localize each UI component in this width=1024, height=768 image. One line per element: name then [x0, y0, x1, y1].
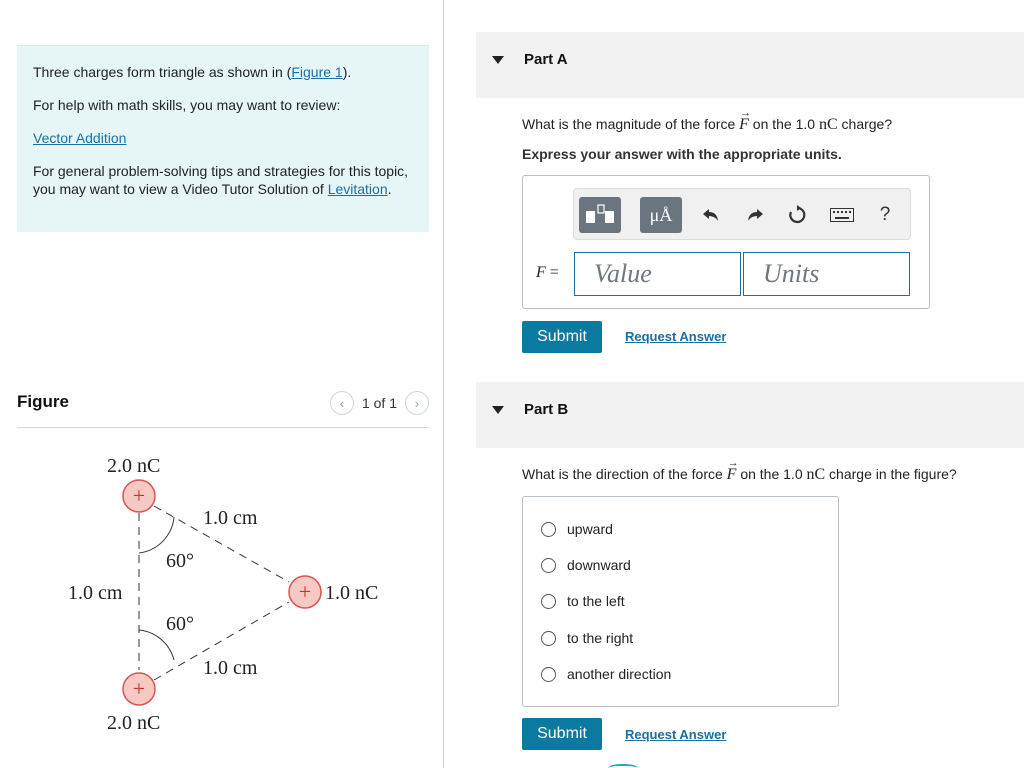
intro-line-3 — [33, 162, 413, 198]
part-b-question-mid: on the 1.0 — [736, 466, 807, 482]
part-a-question-suffix: charge? — [837, 116, 893, 132]
bottom-charge-label: 2.0 nC — [107, 712, 161, 734]
top-charge — [123, 480, 155, 512]
part-a-question — [522, 107, 893, 134]
part-a-header[interactable] — [476, 32, 1024, 98]
top-charge-label: 2.0 nC — [107, 455, 161, 477]
redo-icon[interactable] — [742, 202, 768, 228]
figure-header — [17, 390, 429, 428]
value-input[interactable] — [574, 252, 741, 296]
choice-right[interactable] — [541, 628, 633, 648]
force-vector-symbol — [726, 457, 739, 483]
intro-line-1-suffix: ). — [342, 64, 352, 80]
vector-arrow-icon: → — [727, 457, 739, 469]
chevron-right-icon[interactable]: › — [405, 391, 429, 415]
units-input[interactable] — [743, 252, 910, 296]
math-toolbar — [573, 188, 911, 240]
radio-button[interactable] — [541, 631, 556, 646]
intro-line-1-prefix: Three charges form triangle as shown in ( — [33, 64, 292, 80]
part-a-title: Part A — [524, 51, 568, 68]
intro-box — [17, 45, 429, 232]
choice-label: upward — [567, 521, 613, 537]
choice-left[interactable] — [541, 591, 625, 611]
intro-line-1 — [33, 63, 413, 81]
choice-upward[interactable] — [541, 519, 613, 539]
left-side-label: 1.0 cm — [68, 582, 123, 604]
part-b-unit: nC — [806, 466, 826, 483]
choice-label: to the left — [567, 593, 625, 609]
units-button[interactable]: μÅ — [640, 197, 682, 233]
part-a-submit-button[interactable]: Submit — [522, 321, 602, 353]
force-vector-symbol — [739, 107, 752, 133]
part-a-instruction: Express your answer with the appropriate units. — [522, 146, 842, 162]
angle-top-label: 60° — [166, 550, 194, 572]
scroll-indicator — [608, 764, 638, 768]
right-charge-label: 1.0 nC — [325, 582, 379, 604]
lower-side-label: 1.0 cm — [203, 657, 258, 679]
choice-downward[interactable] — [541, 555, 631, 575]
part-b-request-answer-link[interactable]: Request Answer — [625, 727, 727, 742]
undo-icon[interactable] — [698, 202, 724, 228]
choice-label: downward — [567, 557, 631, 573]
reset-icon[interactable] — [784, 202, 810, 228]
bottom-charge — [123, 673, 155, 705]
part-b-submit-button[interactable]: Submit — [522, 718, 602, 750]
vector-addition-link[interactable]: Vector Addition — [33, 130, 127, 146]
part-b-title: Part B — [524, 401, 569, 418]
part-b-question-prefix: What is the direction of the force — [522, 466, 727, 482]
figure-title: Figure — [17, 392, 69, 411]
right-charge — [289, 576, 321, 608]
part-b-question — [522, 457, 957, 484]
triangle-figure — [17, 440, 429, 750]
angle-bottom-label: 60° — [166, 613, 194, 635]
levitation-link[interactable]: Levitation — [327, 181, 388, 197]
radio-button[interactable] — [541, 667, 556, 682]
part-a-question-prefix: What is the magnitude of the force — [522, 116, 740, 132]
force-symbol: F — [739, 116, 749, 133]
bottom-charge-plus: + — [132, 676, 146, 701]
part-a-request-answer-link[interactable]: Request Answer — [625, 329, 727, 344]
left-column — [0, 0, 444, 768]
keyboard-icon[interactable] — [828, 202, 856, 228]
column-divider — [443, 0, 444, 768]
part-b-header[interactable] — [476, 382, 1024, 448]
part-a-unit: nC — [818, 116, 838, 133]
f-label-symbol: F — [536, 264, 546, 281]
figure-link[interactable]: Figure 1 — [291, 64, 343, 80]
vector-addition-row — [33, 129, 413, 147]
pager-text: 1 of 1 — [361, 395, 397, 411]
intro-line-2: For help with math skills, you may want to review: — [33, 97, 341, 113]
part-a-question-mid: on the 1.0 — [748, 116, 819, 132]
figure-pager — [330, 391, 429, 415]
help-icon[interactable]: ? — [879, 204, 891, 225]
force-symbol: F — [726, 466, 737, 483]
choice-label: to the right — [567, 630, 634, 646]
f-equals-label — [536, 264, 559, 282]
upper-side-label: 1.0 cm — [203, 507, 258, 529]
angle-arc-top — [139, 517, 174, 553]
part-a-answer-box — [522, 175, 930, 309]
part-b-choices — [522, 496, 839, 707]
intro-line-3-suffix: . — [387, 181, 392, 197]
top-charge-plus: + — [132, 483, 146, 508]
radio-button[interactable] — [541, 594, 556, 609]
choice-label: another direction — [567, 666, 672, 682]
caret-down-icon[interactable] — [492, 56, 504, 64]
choice-another[interactable] — [541, 664, 671, 684]
part-b-question-suffix: charge in the figure? — [825, 466, 957, 482]
template-icon[interactable] — [579, 197, 621, 233]
vector-arrow-icon: → — [740, 107, 752, 119]
radio-button[interactable] — [541, 558, 556, 573]
intro-line-3-text: For general problem-solving tips and strategies for this topic, you may want to view a Video Tutor Solution of — [33, 163, 409, 197]
f-equals-sign: = — [545, 264, 559, 281]
right-charge-plus: + — [298, 579, 312, 604]
caret-down-icon[interactable] — [492, 406, 504, 414]
radio-button[interactable] — [541, 522, 556, 537]
chevron-left-icon[interactable]: ‹ — [330, 391, 354, 415]
